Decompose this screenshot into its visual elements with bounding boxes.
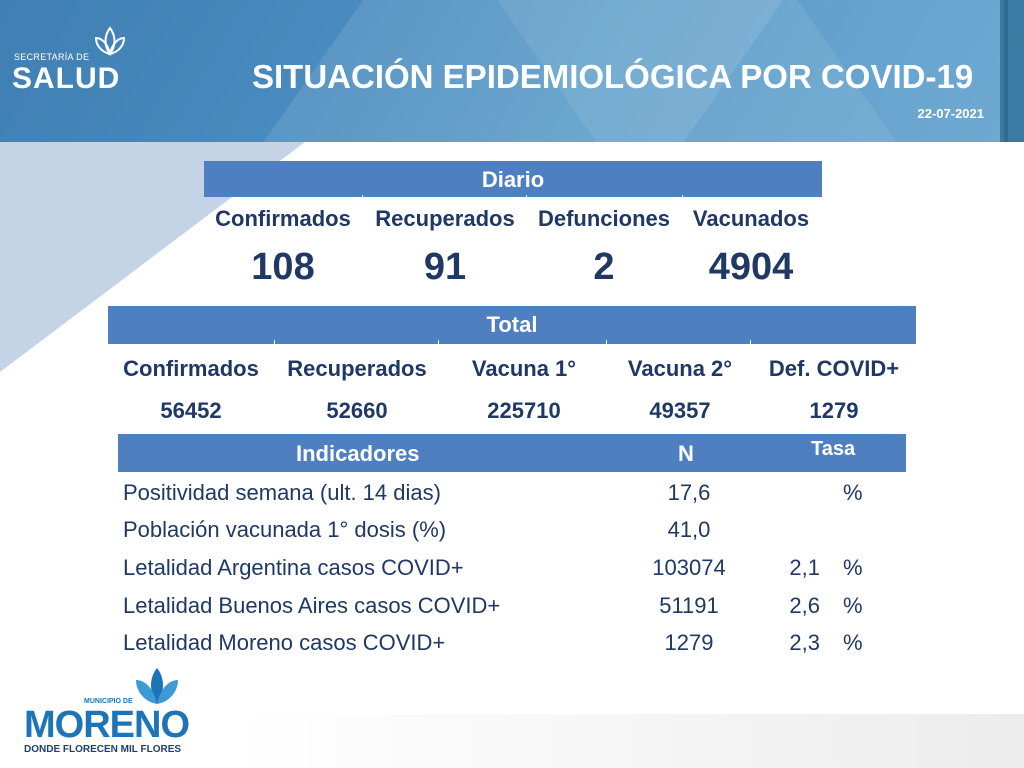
salud-logo-word: SALUD — [12, 62, 121, 95]
diario-col-defunciones: Defunciones — [537, 206, 671, 231]
indicadores-n-label: N — [678, 441, 694, 466]
bar-divider — [274, 340, 275, 344]
moreno-logo-caption: MUNICIPIO DE — [84, 698, 133, 705]
indicator-pct: % — [843, 480, 863, 505]
total-value-vacuna2: 49357 — [649, 398, 711, 423]
indicator-n: 103074 — [652, 555, 726, 580]
bar-divider — [606, 340, 607, 344]
indicator-n: 51191 — [659, 593, 719, 618]
indicator-label: Letalidad Buenos Aires casos COVID+ — [123, 593, 501, 618]
bar-divider — [526, 195, 527, 199]
page-title: SITUACIÓN EPIDEMIOLÓGICA POR COVID-19 — [252, 58, 974, 95]
indicator-tasa: 2,3 — [789, 630, 820, 655]
indicator-pct: % — [843, 555, 863, 580]
indicator-label: Letalidad Argentina casos COVID+ — [123, 555, 464, 580]
indicator-pct: % — [843, 593, 863, 618]
indicator-label: Positividad semana (ult. 14 dias) — [123, 480, 441, 505]
indicadores-header-bar — [118, 434, 906, 472]
total-value-vacuna1: 225710 — [487, 398, 561, 423]
indicator-pct: % — [843, 630, 863, 655]
diario-header-bar — [204, 161, 822, 197]
bar-divider — [682, 195, 683, 199]
moreno-slogan: DONDE FLORECEN MIL FLORES — [24, 744, 182, 755]
diario-value-defunciones: 2 — [593, 246, 615, 288]
indicator-tasa: 2,6 — [789, 593, 820, 618]
total-label: Total — [486, 312, 538, 337]
bar-divider — [750, 340, 751, 344]
total-value-recuperados: 52660 — [326, 398, 388, 423]
moreno-logo — [22, 664, 189, 764]
total-col-def-covid: Def. COVID+ — [768, 356, 900, 381]
diario-value-recuperados: 91 — [423, 246, 467, 288]
salud-logo — [12, 24, 132, 96]
right-edge-stripe — [1004, 0, 1008, 142]
diario-value-confirmados: 108 — [251, 246, 315, 288]
moreno-logo-word: MORENO — [24, 704, 189, 746]
right-edge-bar — [1000, 0, 1024, 142]
diario-label: Diario — [481, 167, 545, 192]
total-value-def-covid: 1279 — [809, 398, 859, 423]
diario-col-recuperados: Recuperados — [375, 206, 515, 231]
indicator-n: 17,6 — [667, 480, 711, 505]
total-col-vacuna1: Vacuna 1° — [471, 356, 577, 381]
salud-logo-caption: SECRETARÍA DE — [14, 52, 90, 62]
footer-strip — [240, 714, 1024, 768]
lotus-icon — [90, 24, 130, 60]
indicator-label: Letalidad Moreno casos COVID+ — [123, 630, 446, 655]
total-col-recuperados: Recuperados — [287, 356, 427, 381]
diario-col-vacunados: Vacunados — [692, 206, 810, 231]
total-col-confirmados: Confirmados — [123, 356, 259, 381]
total-col-vacuna2: Vacuna 2° — [627, 356, 733, 381]
indicadores-label: Indicadores — [296, 441, 420, 466]
bar-divider — [438, 340, 439, 344]
indicator-label: Población vacunada 1° dosis (%) — [123, 517, 447, 542]
indicator-n: 41,0 — [667, 517, 711, 542]
diario-col-confirmados: Confirmados — [215, 206, 351, 231]
report-date: 22-07-2021 — [917, 106, 984, 121]
indicator-tasa: 2,1 — [789, 555, 820, 580]
total-value-confirmados: 56452 — [160, 398, 222, 423]
total-header-bar — [108, 306, 916, 344]
indicator-n: 1279 — [664, 630, 714, 655]
indicadores-tasa-label: Tasa — [811, 438, 856, 460]
bar-divider — [362, 195, 363, 199]
diario-value-vacunados: 4904 — [708, 246, 794, 288]
